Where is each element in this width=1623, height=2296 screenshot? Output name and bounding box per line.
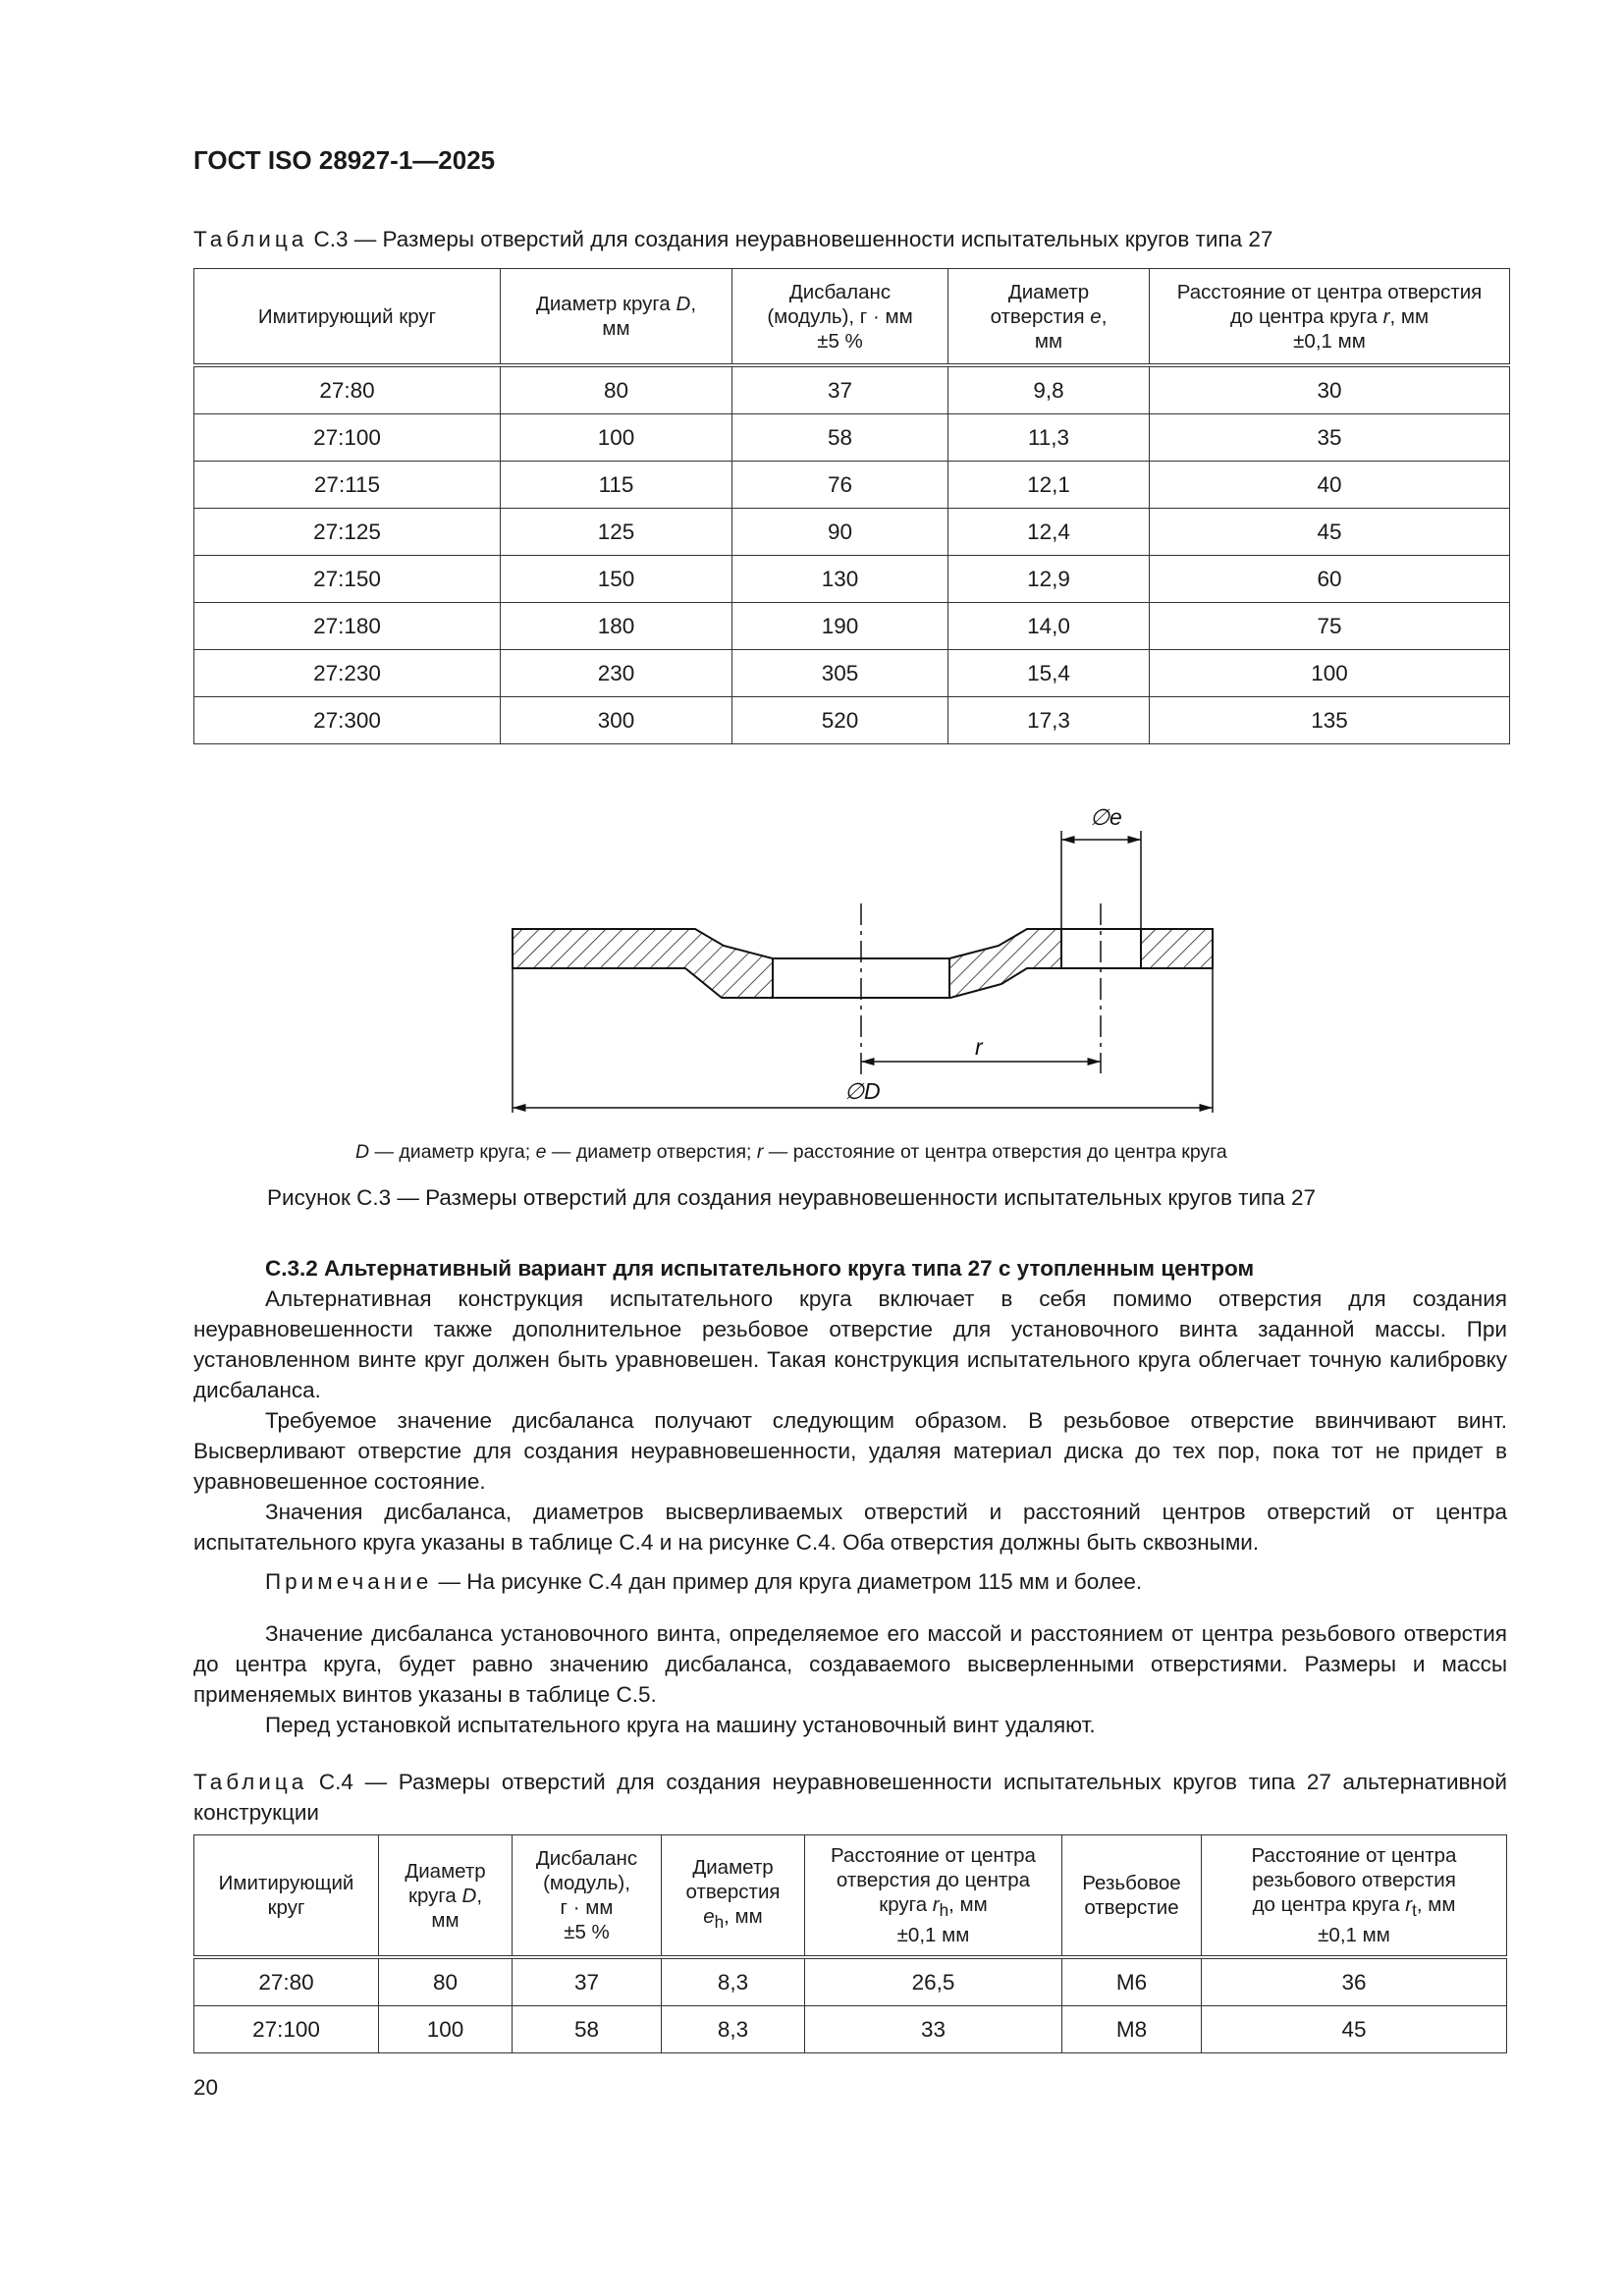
table-cell: 27:180 <box>194 603 501 650</box>
label-e: ∅e <box>1090 804 1122 830</box>
table-cell: 520 <box>732 697 948 744</box>
table-cell: 8,3 <box>662 1957 805 2006</box>
table-cell: 58 <box>732 414 948 462</box>
table-row <box>194 2006 1507 2053</box>
wheel-section-rim <box>1141 929 1213 968</box>
table-cell: 190 <box>732 603 948 650</box>
table-c4 <box>193 1834 1507 2053</box>
table-cell: 27:100 <box>194 414 501 462</box>
table-cell: 12,4 <box>948 509 1150 556</box>
table-c3-title: С.3 — Размеры отверстий для создания неуравновешенности испытательных кругов типа 27 <box>307 227 1273 251</box>
col-header-unbalance: Дисбаланс (модуль), г · мм ±5 % <box>732 269 948 366</box>
note <box>193 1566 1507 1597</box>
table-cell: 80 <box>379 1957 513 2006</box>
table-header-row <box>194 269 1510 366</box>
table-cell: 230 <box>501 650 732 697</box>
table-cell: 27:150 <box>194 556 501 603</box>
table-cell: 45 <box>1202 2006 1507 2053</box>
table-cell: 76 <box>732 462 948 509</box>
table-cell: 26,5 <box>805 1957 1062 2006</box>
table-row <box>194 1957 1507 2006</box>
table-row <box>194 414 1510 462</box>
col-header-diameter: Диаметр круга D, мм <box>501 269 732 366</box>
col-header-distance: Расстояние от центра отверстия до центра круга r, мм ±0,1 мм <box>1150 269 1510 366</box>
table-cell: 33 <box>805 2006 1062 2053</box>
table-c3 <box>193 268 1510 744</box>
table-cell: 45 <box>1150 509 1510 556</box>
document-header: ГОСТ ISO 28927-1—2025 <box>193 145 496 175</box>
col-header-wheel: Имитирующий круг <box>194 1835 379 1958</box>
table-cell: 27:125 <box>194 509 501 556</box>
table-cell: 100 <box>501 414 732 462</box>
table-cell: 100 <box>1150 650 1510 697</box>
table-cell: 27:230 <box>194 650 501 697</box>
col-header-hole-diameter: Диаметр отверстия e, мм <box>948 269 1150 366</box>
table-row <box>194 650 1510 697</box>
table-cell: 9,8 <box>948 365 1150 414</box>
table-cell: 27:80 <box>194 365 501 414</box>
table-cell: 37 <box>732 365 948 414</box>
table-header-row <box>194 1835 1507 1958</box>
wheel-section-left <box>513 929 773 998</box>
col-header-thread-distance: Расстояние от центра резьбового отверстия до центра круга $r_t$, мм ±0,1 мм <box>1202 1835 1507 1958</box>
label-D: ∅D <box>844 1078 881 1104</box>
paragraph-5: Перед установкой испытательного круга на машину установочный винт удаляют. <box>265 1713 1096 1737</box>
table-cell: 30 <box>1150 365 1510 414</box>
table-c3-label: Таблица <box>193 227 308 251</box>
table-cell: 12,9 <box>948 556 1150 603</box>
table-cell: 58 <box>513 2006 662 2053</box>
paragraph-4: Значение дисбаланса установочного винта, определяемое его массой и расстоянием от центра резьбового отверстия до центра круга, будет равно значению дисбаланса, создаваемого высверленными отверстиями. Размеры и массы применяемых винтов указаны в таблице С.5. <box>193 1621 1507 1707</box>
table-cell: 125 <box>501 509 732 556</box>
table-cell: 60 <box>1150 556 1510 603</box>
table-row <box>194 603 1510 650</box>
table-cell: 180 <box>501 603 732 650</box>
table-cell: 75 <box>1150 603 1510 650</box>
table-row <box>194 365 1510 414</box>
table-cell: 115 <box>501 462 732 509</box>
note-text: — На рисунке С.4 дан пример для круга диаметром 115 мм и более. <box>432 1569 1143 1594</box>
paragraph-3: Значения дисбаланса, диаметров высверливаемых отверстий и расстояний центров отверстий от центра испытательного круга указаны в таблице С.4 и на рисунке С.4. Оба отверстия должны быть сквозными. <box>193 1500 1507 1555</box>
table-cell: M8 <box>1062 2006 1202 2053</box>
table-cell: 27:80 <box>194 1957 379 2006</box>
table-cell: 300 <box>501 697 732 744</box>
col-header-thread: Резьбовое отверстие <box>1062 1835 1202 1958</box>
page-number: 20 <box>193 2075 219 2100</box>
table-cell: 12,1 <box>948 462 1150 509</box>
col-header-unbalance: Дисбаланс (модуль), г · мм ±5 % <box>513 1835 662 1958</box>
table-cell: 27:300 <box>194 697 501 744</box>
note-label: Примечание <box>265 1569 433 1594</box>
table-row <box>194 462 1510 509</box>
table-cell: 40 <box>1150 462 1510 509</box>
col-header-wheel: Имитирующий круг <box>194 269 501 366</box>
table-cell: 14,0 <box>948 603 1150 650</box>
figure-caption: Рисунок С.3 — Размеры отверстий для создания неуравновешенности испытательных кругов типа 27 <box>267 1185 1316 1210</box>
figure-c3-drawing <box>491 793 1217 1118</box>
table-row <box>194 509 1510 556</box>
table-cell: 27:115 <box>194 462 501 509</box>
col-header-hole-diameter: Диаметр отверстия $e_h$, мм <box>662 1835 805 1958</box>
col-header-hole-distance: Расстояние от центра отверстия до центра круга $r_h$, мм ±0,1 мм <box>805 1835 1062 1958</box>
table-cell: 305 <box>732 650 948 697</box>
table-cell: 36 <box>1202 1957 1507 2006</box>
paragraph-2: Требуемое значение дисбаланса получают следующим образом. В резьбовое отверстие ввинчивают винт. Высверливают отверстие для создания неуравновешенности, удаляя материал диска до тех пор, пока тот не придет в уравновешенное состояние. <box>193 1408 1507 1494</box>
col-header-diameter: Диаметр круга D, мм <box>379 1835 513 1958</box>
table-cell: 150 <box>501 556 732 603</box>
paragraph-1: Альтернативная конструкция испытательного круга включает в себя помимо отверстия для создания неуравновешенности также дополнительное резьбовое отверстие для установочного винта заданной массы. При установленном винте круг должен быть уравновешен. Такая конструкция испытательного круга облегчает точную калибровку дисбаланса. <box>193 1286 1507 1402</box>
table-cell: 90 <box>732 509 948 556</box>
table-row <box>194 697 1510 744</box>
table-c3-caption <box>193 224 1272 254</box>
table-cell: 135 <box>1150 697 1510 744</box>
table-cell: 37 <box>513 1957 662 2006</box>
wheel-section-right <box>949 929 1061 998</box>
table-c4-title: С.4 — Размеры отверстий для создания неуравновешенности испытательных кругов типа 27 альтернативной конструкции <box>193 1770 1507 1825</box>
table-c4-caption <box>193 1767 1507 1828</box>
table-cell: 80 <box>501 365 732 414</box>
table-cell: 130 <box>732 556 948 603</box>
table-row <box>194 556 1510 603</box>
table-cell: 100 <box>379 2006 513 2053</box>
table-cell: 17,3 <box>948 697 1150 744</box>
table-cell: 35 <box>1150 414 1510 462</box>
figure-legend: D — диаметр круга; e — диаметр отверстия; r — расстояние от центра отверстия до центра круга <box>355 1141 1227 1163</box>
table-cell: 15,4 <box>948 650 1150 697</box>
table-cell: M6 <box>1062 1957 1202 2006</box>
table-cell: 27:100 <box>194 2006 379 2053</box>
table-c4-label: Таблица <box>193 1770 308 1794</box>
label-r: r <box>975 1034 983 1060</box>
table-cell: 11,3 <box>948 414 1150 462</box>
table-cell: 8,3 <box>662 2006 805 2053</box>
section-heading: С.3.2 Альтернативный вариант для испытательного круга типа 27 с утопленным центром <box>265 1256 1255 1281</box>
